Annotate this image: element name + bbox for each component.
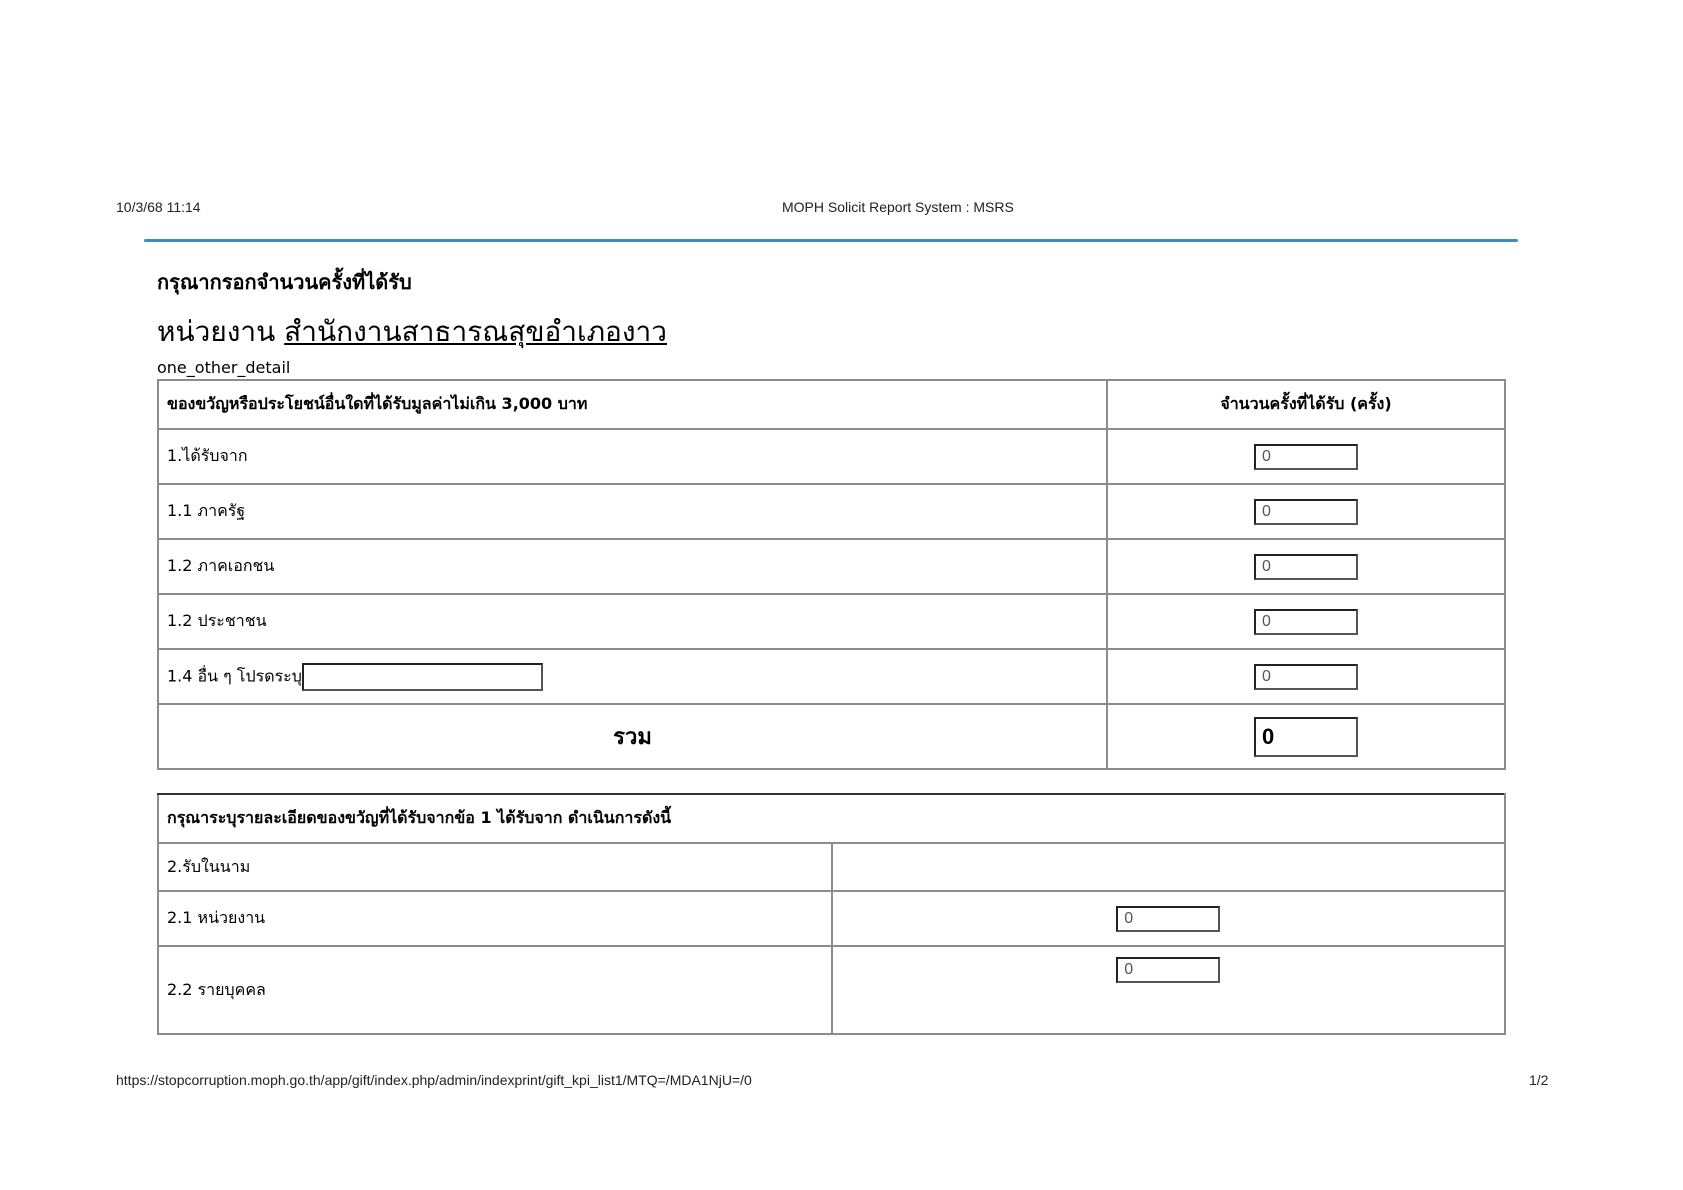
in-name-of-agency-input[interactable] bbox=[1116, 906, 1220, 932]
gift-detail-table bbox=[157, 793, 1506, 1035]
table-header-row bbox=[158, 794, 1505, 843]
table-header-row bbox=[158, 380, 1505, 429]
row-label: 1.2 ภาคเอกชน bbox=[158, 539, 1107, 594]
print-footer-url: https://stopcorruption.moph.go.th/app/gift/index.php/admin/indexprint/gift_kpi_list1/MTQ=/MDA1NjU=/0 bbox=[116, 1072, 752, 1088]
received-from-input[interactable] bbox=[1254, 444, 1358, 470]
form-prompt: กรุณากรอกจำนวนครั้งที่ได้รับ bbox=[157, 270, 412, 294]
table-row bbox=[158, 843, 1505, 891]
total-row bbox=[158, 704, 1505, 769]
row-label: 2.รับในนาม bbox=[158, 843, 832, 891]
private-sector-count-input[interactable] bbox=[1254, 554, 1358, 580]
unit-heading bbox=[157, 310, 667, 354]
unit-label: หน่วยงาน bbox=[157, 315, 276, 348]
total-input[interactable] bbox=[1254, 717, 1358, 757]
table-row bbox=[158, 484, 1505, 539]
row-label: 1.ได้รับจาก bbox=[158, 429, 1107, 484]
header-divider bbox=[144, 239, 1518, 242]
print-header-title: MOPH Solicit Report System : MSRS bbox=[782, 199, 1014, 215]
field-key-label: one_other_detail bbox=[157, 358, 291, 377]
public-count-input[interactable] bbox=[1254, 609, 1358, 635]
print-datetime: 10/3/68 11:14 bbox=[116, 199, 201, 215]
government-count-input[interactable] bbox=[1254, 499, 1358, 525]
header-count: จำนวนครั้งที่ได้รับ (ครั้ง) bbox=[1107, 380, 1505, 429]
row-label: 2.1 หน่วยงาน bbox=[158, 891, 832, 946]
row-label: 1.2 ประชาชน bbox=[158, 594, 1107, 649]
table-row bbox=[158, 594, 1505, 649]
row-label: 1.4 อื่น ๆ โปรดระบุ bbox=[167, 666, 302, 685]
table-row bbox=[158, 891, 1505, 946]
table-row bbox=[158, 946, 1505, 1034]
total-label: รวม bbox=[158, 704, 1107, 769]
individual-input[interactable] bbox=[1116, 957, 1220, 983]
header-item: ของขวัญหรือประโยชน์อื่นใดที่ได้รับมูลค่าไม่เกิน 3,000 บาท bbox=[158, 380, 1107, 429]
row-label: 1.1 ภาครัฐ bbox=[158, 484, 1107, 539]
detail-header: กรุณาระบุรายละเอียดของขวัญที่ได้รับจากข้อ 1 ได้รับจาก ดำเนินการดังนี้ bbox=[158, 794, 1505, 843]
row-label: 2.2 รายบุคคล bbox=[158, 946, 832, 1034]
page-number: 1/2 bbox=[1529, 1072, 1549, 1088]
gift-count-table bbox=[157, 379, 1506, 770]
other-specify-input[interactable] bbox=[302, 663, 543, 691]
unit-name: สำนักงานสาธารณสุขอำเภองาว bbox=[284, 315, 667, 348]
other-count-input[interactable] bbox=[1254, 664, 1358, 690]
table-row bbox=[158, 649, 1505, 704]
table-row bbox=[158, 429, 1505, 484]
table-row bbox=[158, 539, 1505, 594]
